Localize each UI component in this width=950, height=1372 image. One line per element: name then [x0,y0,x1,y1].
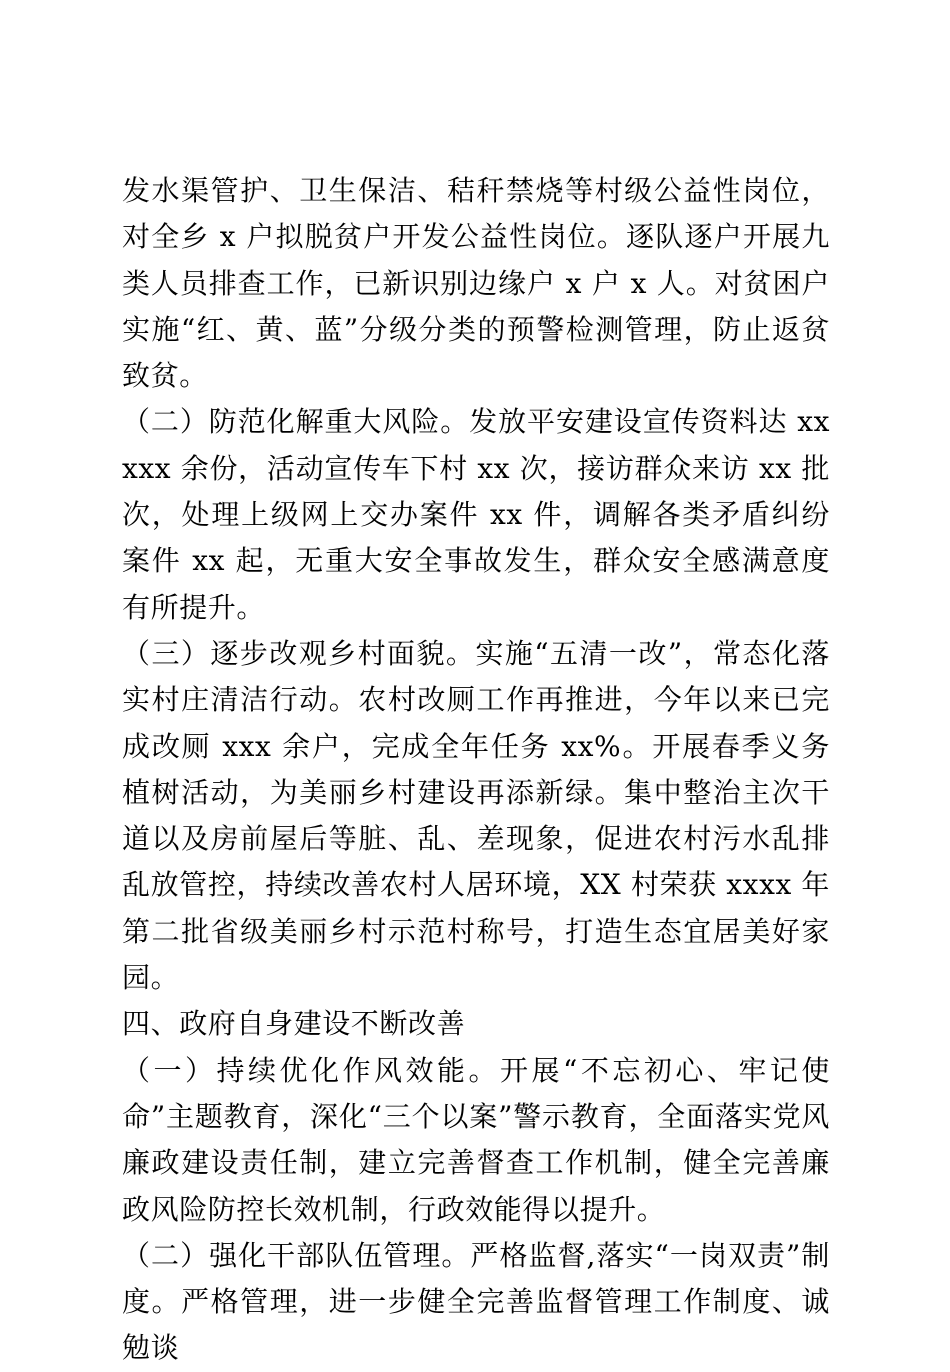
paragraph-work-style: （一）持续优化作风效能。开展“不忘初心、牢记使命”主题教育，深化“三个以案”警示教育，全面落实党风廉政建设责任制，建立完善督查工作机制，健全完善廉政风险防控长效机制，行政效能得以提升。 [122,1053,830,1226]
paragraph-risk-prevention: （二）防范化解重大风险。发放平安建设宣传资料达 xxxxx 余份，活动宣传车下村 xx 次，接访群众来访 xx 批次，处理上级网上交办案件 xx 件，调解各类矛盾纠纷案件 xx 起，无重大安全事故发生，群众安全感满意度有所提升。 [122,405,830,624]
section-heading-government-building: 四、政府自身建设不断改善 [122,1007,466,1041]
paragraph-poverty-posts: 发水渠管护、卫生保洁、秸秆禁烧等村级公益性岗位，对全乡 x 户拟脱贫户开发公益性岗位。逐队逐户开展九类人员排查工作，已新识别边缘户 x 户 x 人。对贫困户实施“红、黄、蓝”分级分类的预警检测管理，防止返贫致贫。 [122,174,830,393]
document-body [122,168,830,1372]
paragraph-village-appearance: （三）逐步改观乡村面貌。实施“五清一改”，常态化落实村庄清洁行动。农村改厕工作再推进，今年以来已完成改厕 xxx 余户，完成全年任务 xx%。开展春季义务植树活动，为美丽乡村建设再添新绿。集中整治主次干道以及房前屋后等脏、乱、差现象，促进农村污水乱排乱放管控，持续改善农村人居环境，XX 村荣获 xxxx 年第二批省级美丽乡村示范村称号，打造生态宜居美好家园。 [122,636,830,995]
paragraph-cadre-management: （二）强化干部队伍管理。严格监督,落实“一岗双责”制度。严格管理，进一步健全完善监督管理工作制度、诚勉谈 [122,1238,830,1365]
